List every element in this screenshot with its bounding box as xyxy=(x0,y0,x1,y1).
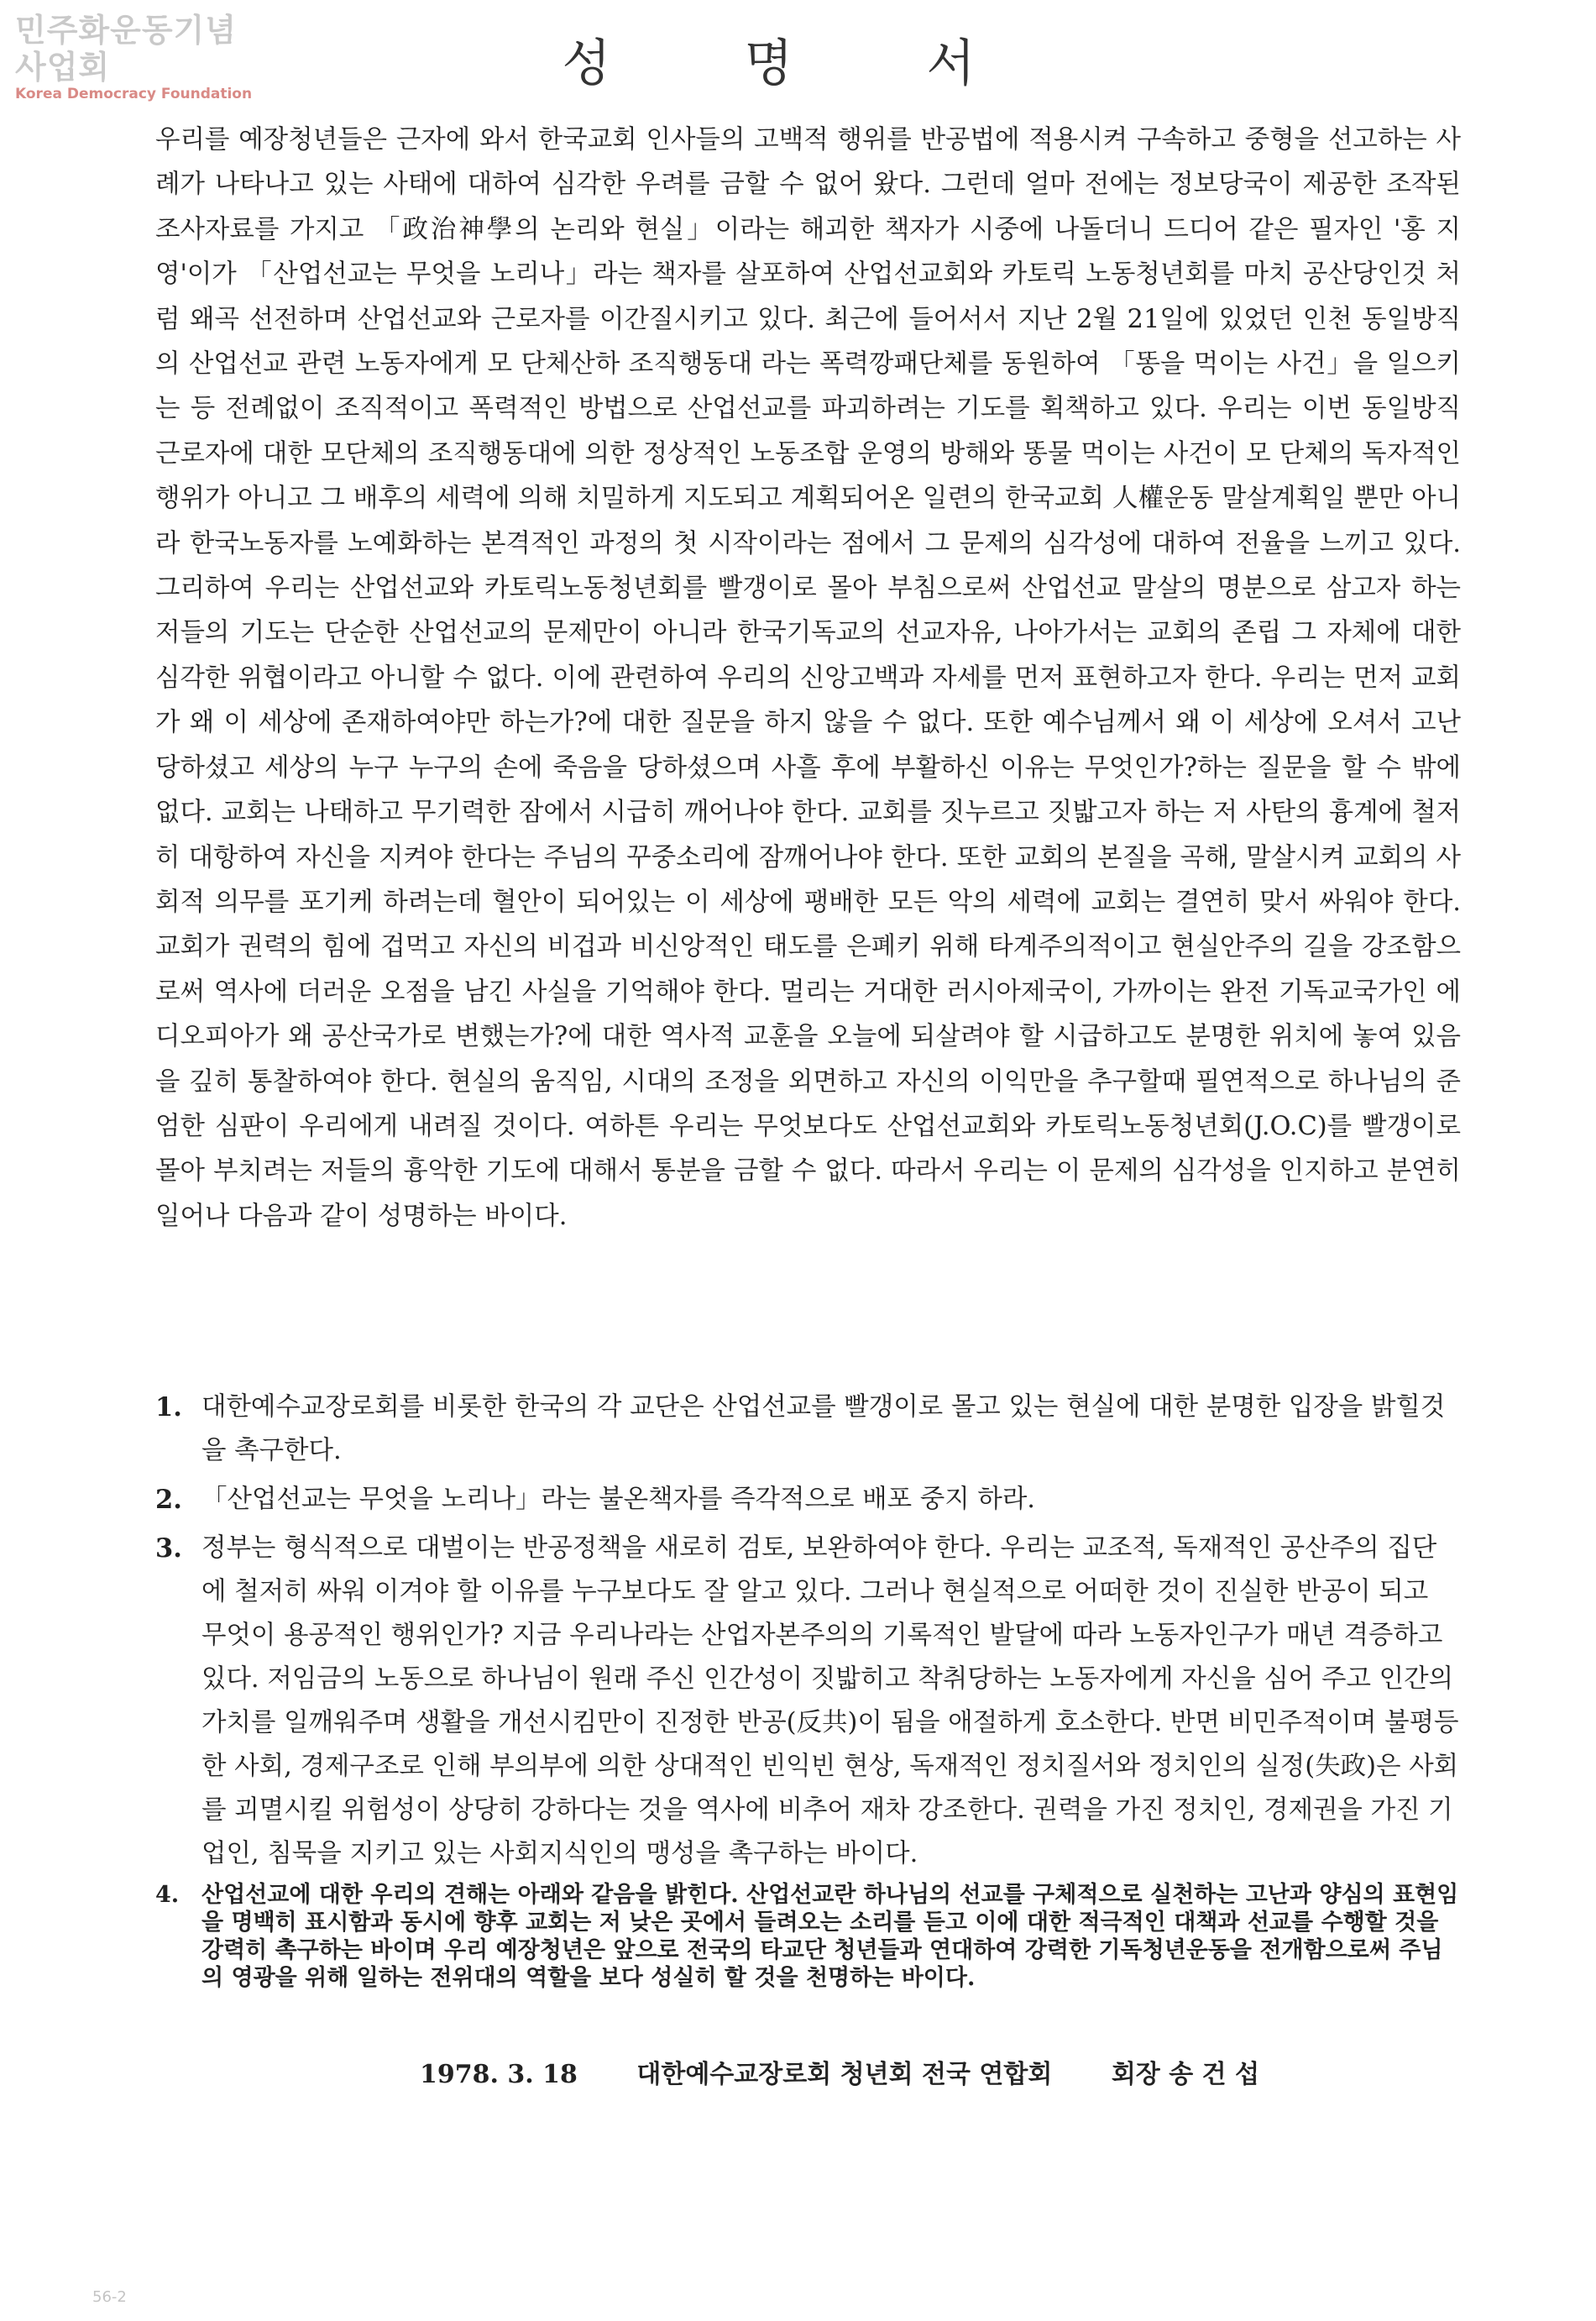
document-title: 성 명 서 xyxy=(562,34,1034,93)
demand-number: 1. xyxy=(155,1392,182,1422)
demand-number: 4. xyxy=(155,1882,180,1908)
signature-line xyxy=(420,2053,1427,2090)
demand-text: 대한예수교장로회를 비롯한 한국의 각 교단은 산업선교를 빨갱이로 몰고 있는 현실에 대한 분명한 입장을 밝힐것을 촉구한다. xyxy=(201,1392,1446,1465)
demand-item-1 xyxy=(155,1386,1461,1473)
signature-name: 회장 송 건 섭 xyxy=(1111,2060,1260,2089)
signature-date: 1978. 3. 18 xyxy=(420,2060,578,2089)
demand-text: 산업선교에 대한 우리의 견해는 아래와 같음을 밝힌다. 산업선교란 하나님의 선교를 구체적으로 실천하는 고난과 양심의 표현임을 명백히 표시함과 동시에 향후 교회는 저 낮은 곳에서 들려오는 소리를 듣고 이에 대한 적극적인 대책과 선교를 수행할 것을 강력히 촉구하는 바이며 우리 예장청년은 앞으로 전국의 타교단 청년들과 연대하여 강력한 기독청년운동을 전개함으로써 주님의 영광을 위해 일하는 전위대의 역할을 보다 성실히 할 것을 천명하는 바이다. xyxy=(201,1882,1459,1991)
demand-text: 「산업선교는 무엇을 노리나」라는 불온책자를 즉각적으로 배포 중지 하라. xyxy=(201,1485,1035,1514)
margin-note: 56-2 xyxy=(92,2288,127,2306)
signature-org: 대한예수교장로회 청년회 전국 연합회 xyxy=(636,2060,1053,2089)
watermark-org-ko: 민주화운동기념사업회 xyxy=(15,12,237,86)
watermark-org-en: Korea Democracy Foundation xyxy=(15,86,253,102)
demand-item-4 xyxy=(155,1881,1461,1992)
statement-body: 우리를 예장청년들은 근자에 와서 한국교회 인사들의 고백적 행위를 반공법에 적용시켜 구속하고 중형을 선고하는 사례가 나타나고 있는 사태에 대하여 심각한 우려를 금할 수 없어 왔다. 그런데 얼마 전에는 정보당국이 제공한 조작된 조사자료를 가지고 「政治神學의 논리와 현실」이라는 해괴한 책자가 시중에 나돌더니 드디어 같은 필자인 '홍 지영'이가 「산업선교는 무엇을 노리나」라는 책자를 살포하여 산업선교회와 카토릭 노동청년회를 마치 공산당인것 처럼 왜곡 선전하며 산업선교와 근로자를 이간질시키고 있다. 최근에 들어서서 지난 2월 21일에 있었던 인천 동일방직의 산업선교 관련 노동자에게 모 단체산하 조직행동대 라는 폭력깡패단체를 동원하여 「똥을 먹이는 사건」을 일으키는 등 전례없이 조직적이고 폭력적인 방법으로 산업선교를 파괴하려는 기도를 획책하고 있다. 우리는 이번 동일방직 근로자에 대한 모단체의 조직행동대에 의한 정상적인 노동조합 운영의 방해와 똥물 먹이는 사건이 모 단체의 독자적인 행위가 아니고 그 배후의 세력에 의해 치밀하게 지도되고 계획되어온 일련의 한국교회 人權운동 말살계획일 뿐만 아니라 한국노동자를 노예화하는 본격적인 과정의 첫 시작이라는 점에서 그 문제의 심각성에 대하여 전율을 느끼고 있다. 그리하여 우리는 산업선교와 카토릭노동청년회를 빨갱이로 몰아 부침으로써 산업선교 말살의 명분으로 삼고자 하는 저들의 기도는 단순한 산업선교의 문제만이 아니라 한국기독교의 선교자유, 나아가서는 교회의 존립 그 자체에 대한 심각한 위협이라고 아니할 수 없다. 이에 관련하여 우리의 신앙고백과 자세를 먼저 표현하고자 한다. 우리는 먼저 교회가 왜 이 세상에 존재하여야만 하는가?에 대한 질문을 하지 않을 수 없다. 또한 예수님께서 왜 이 세상에 오셔서 고난당하셨고 세상의 누구 누구의 손에 죽음을 당하셨으며 사흘 후에 부활하신 이유는 무엇인가?하는 질문을 할 수 밖에 없다. 교회는 나태하고 무기력한 잠에서 시급히 깨어나야 한다. 교회를 짓누르고 짓밟고자 하는 저 사탄의 흉계에 철저히 대항하여 자신을 지켜야 한다는 주님의 꾸중소리에 잠깨어나야 한다. 또한 교회의 본질을 곡해, 말살시켜 교회의 사회적 의무를 포기케 하려는데 혈안이 되어있는 이 세상에 팽배한 모든 악의 세력에 교회는 결연히 맞서 싸워야 한다. 교회가 권력의 힘에 겁먹고 자신의 비겁과 비신앙적인 태도를 은폐키 위해 타계주의적이고 현실안주의 길을 강조함으로써 역사에 더러운 오점을 남긴 사실을 기억해야 한다. 멀리는 거대한 러시아제국이, 가까이는 완전 기독교국가인 에디오피아가 왜 공산국가로 변했는가?에 대한 역사적 교훈을 오늘에 되살려야 할 시급하고도 분명한 위치에 놓여 있음을 깊히 통찰하여야 한다. 현실의 움직임, 시대의 조정을 외면하고 자신의 이익만을 추구할때 필연적으로 하나님의 준엄한 심판이 우리에게 내려질 것이다. 여하튼 우리는 무엇보다도 산업선교회와 카토릭노동청년회(J.O.C)를 빨갱이로 몰아 부치려는 저들의 흉악한 기도에 대해서 통분을 금할 수 없다. 따라서 우리는 이 문제의 심각성을 인지하고 분연히 일어나 다음과 같이 성명하는 바이다. xyxy=(155,125,1461,1231)
demand-number: 3. xyxy=(155,1533,182,1564)
demand-item-2 xyxy=(155,1478,1461,1522)
demand-text: 정부는 형식적으로 대벌이는 반공정책을 새로히 검토, 보완하여야 한다. 우리는 교조적, 독재적인 공산주의 집단에 철저히 싸워 이겨야 할 이유를 누구보다도 잘 알고 있다. 그러나 현실적으로 어떠한 것이 진실한 반공이 되고 무엇이 용공적인 행위인가? 지금 우리나라는 산업자본주의의 기록적인 발달에 따라 노동자인구가 매년 격증하고 있다. 저임금의 노동으로 하나님이 원래 주신 인간성이 짓밟히고 착취당하는 노동자에게 자신을 심어 주고 인간의 가치를 일깨워주며 생활을 개선시킴만이 진정한 반공(反共)이 됨을 애절하게 호소한다. 반면 비민주적이며 불평등한 사회, 경제구조로 인해 부의부에 의한 상대적인 빈익빈 현상, 독재적인 정치질서와 정치인의 실정(失政)은 사회를 괴멸시킬 위험성이 상당히 강하다는 것을 역사에 비추어 재차 강조한다. 권력을 가진 정치인, 경제권을 가진 기업인, 침묵을 지키고 있는 사회지식인의 맹성을 촉구하는 바이다. xyxy=(201,1533,1459,1868)
demand-item-3 xyxy=(155,1527,1461,1876)
demands-list xyxy=(155,1386,1461,1997)
demand-number: 2. xyxy=(155,1485,182,1515)
